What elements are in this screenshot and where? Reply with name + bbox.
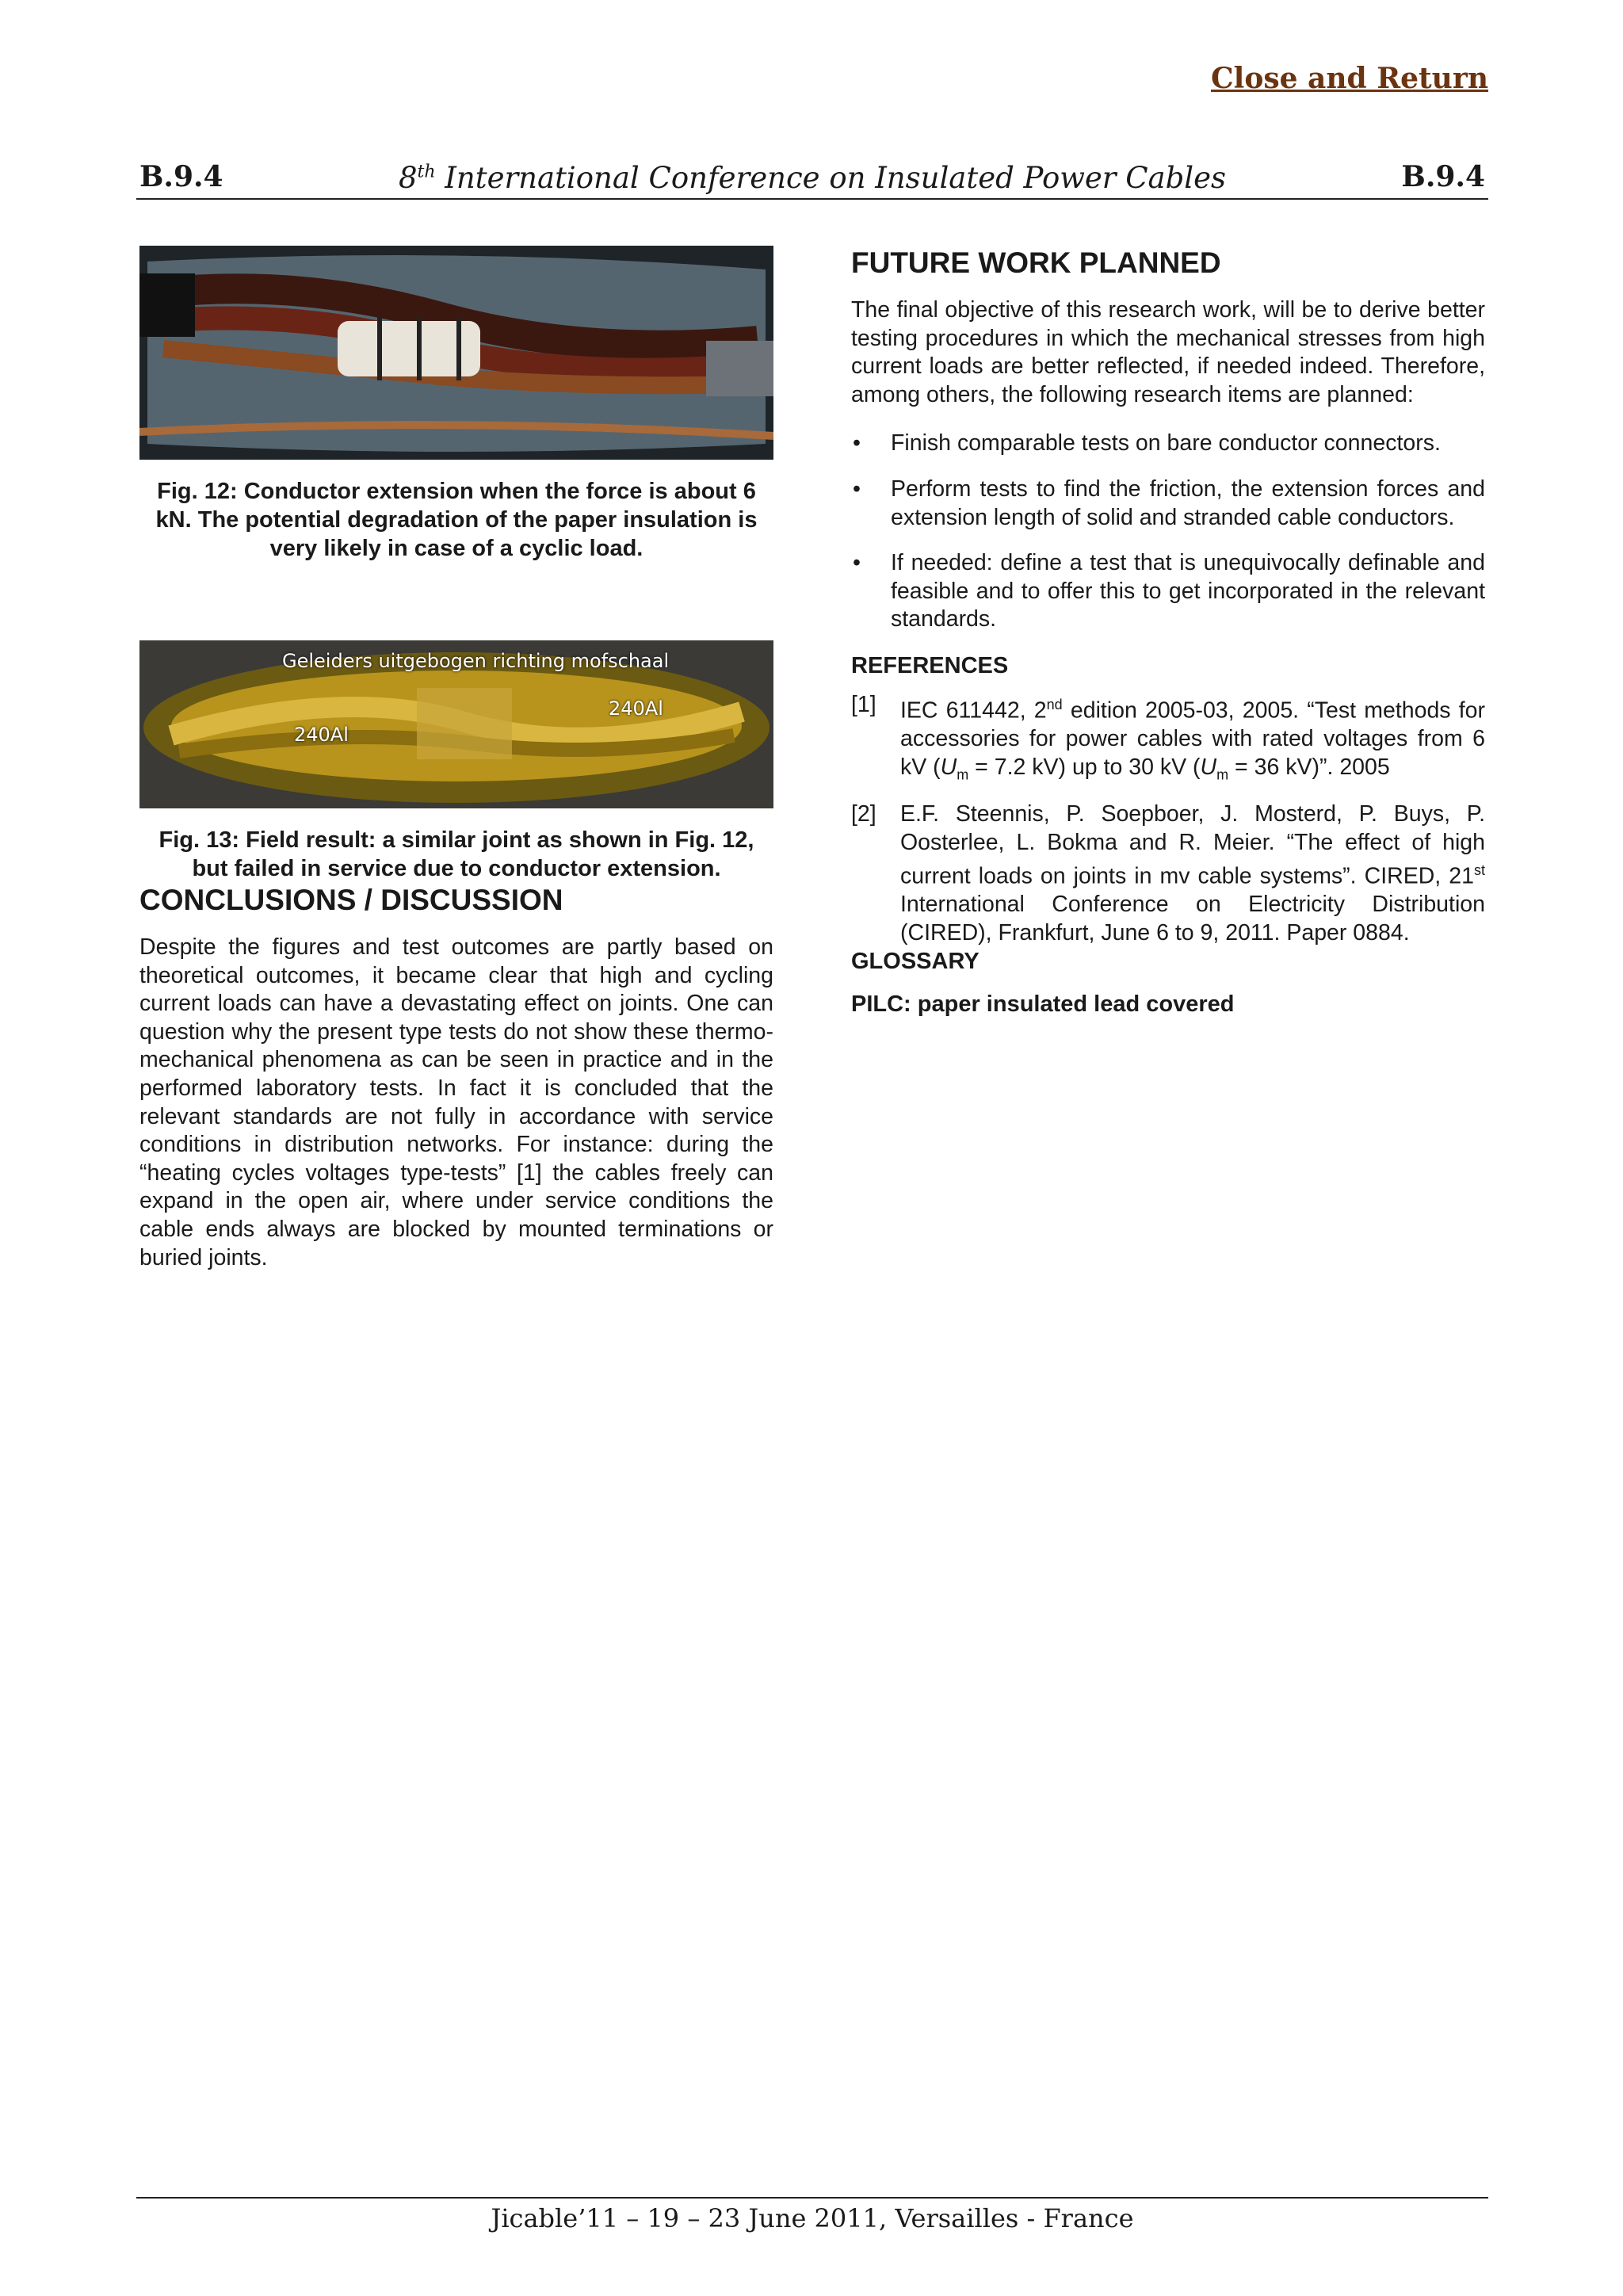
list-item-text: If needed: define a test that is unequivocally definable and feasible and to offer this to get incorporated in the relevant standards. [891, 550, 1485, 632]
figure-13-caption: Fig. 13: Field result: a similar joint as shown in Fig. 12, but failed in service due to conductor extension. [158, 827, 754, 881]
ref-sub: m [1216, 766, 1229, 783]
ref-text: E.F. Steennis, P. Soepboer, J. Mosterd, P. Buys, P. Oosterlee, L. Bokma and R. Meier. “The effect of high current loads on joints in mv cable systems”. CIRED, 21 [900, 800, 1485, 889]
ref-italic: U [1200, 754, 1217, 780]
conf-title-text: International Conference on Insulated Power Cables [445, 161, 1227, 195]
reference-number: [1] [851, 691, 876, 717]
header-code-left: B.9.4 [139, 160, 223, 193]
conf-ordinal-suffix: th [417, 162, 436, 182]
ref-sup: st [1473, 862, 1485, 879]
fig13-overlay-right: 240Al [609, 697, 663, 720]
list-item [851, 476, 1485, 532]
ref-text: International Conference on Electricity Distribution (CIRED), Frankfurt, June 6 to 9, 2011. Paper 0884. [900, 892, 1485, 946]
glossary-entry: PILC: paper insulated lead covered [851, 991, 1235, 1018]
list-item-text: Perform tests to find the friction, the extension forces and extension length of solid and stranded cable conductors. [891, 476, 1485, 530]
bullet-icon: • [853, 476, 861, 502]
left-column [139, 246, 773, 1272]
figure-12-caption: Fig. 12: Conductor extension when the force is about 6 kN. The potential degradation of the paper insulation is very likely in case of a cyclic load. [155, 479, 758, 561]
fig13-overlay-left: 240Al [294, 724, 349, 746]
ref-sub: m [957, 766, 969, 783]
figure-13-photo [139, 640, 773, 808]
ref-sup: nd [1046, 696, 1063, 712]
ref-text: = 7.2 kV) up to 30 kV ( [968, 754, 1201, 780]
page-header [136, 152, 1488, 200]
future-work-list [851, 430, 1485, 634]
reference-number: [2] [851, 800, 876, 827]
list-item-text: Finish comparable tests on bare conductor connectors. [891, 430, 1441, 457]
references-heading: REFERENCES [851, 652, 1009, 678]
fig13-overlay-top: Geleiders uitgebogen richting mofschaal [282, 650, 670, 672]
header-code-right: B.9.4 [1401, 160, 1485, 193]
list-item [851, 430, 1485, 458]
reference-1 [851, 691, 1485, 789]
bullet-icon: • [853, 430, 861, 457]
cable-joint-photo [139, 246, 773, 460]
ref-text: edition 2005-03, 2005. “Test methods for accessories for power cables with rated voltages from 6 kV ( [900, 697, 1485, 780]
ref-italic: U [940, 754, 957, 780]
conclusions-text: Despite the figures and test outcomes are partly based on theoretical outcomes, it became clear that high and cycling current loads can have a devastating effect on joints. One can question why the present type tests do not show these thermo-mechanical phenomena as can be seen in practice and in the performed laboratory tests. In fact it is concluded that the relevant standards are not fully in accordance with service conditions in distribution networks. For instance: during the “heating cycles voltages type-tests” [1] the cables freely can expand in the open air, where under service conditions the cable ends always are blocked by mounted terminations or buried joints. [139, 934, 773, 1270]
conf-ordinal: 8 [398, 161, 418, 195]
future-work-intro: The final objective of this research work, will be to derive better testing procedures in which the mechanical stresses from high current loads are better reflected, if needed indeed. Therefore, among others, the following research items are planned: [851, 297, 1485, 407]
list-item [851, 549, 1485, 634]
ref-text: IEC 611442, 2 [900, 697, 1047, 724]
page-footer: Jicable’11 – 19 – 23 June 2011, Versailles - France [136, 2197, 1488, 2233]
close-and-return-link[interactable]: Close and Return [1210, 62, 1488, 95]
ref-text: = 36 kV)”. 2005 [1228, 754, 1390, 780]
right-column [851, 246, 1485, 1018]
reference-2 [851, 800, 1485, 947]
figure-12-photo [139, 246, 773, 460]
future-work-heading: FUTURE WORK PLANNED [851, 246, 1221, 279]
conclusions-heading: CONCLUSIONS / DISCUSSION [139, 884, 563, 916]
bullet-icon: • [853, 550, 861, 576]
conference-title [136, 161, 1488, 195]
glossary-heading: GLOSSARY [851, 949, 980, 975]
